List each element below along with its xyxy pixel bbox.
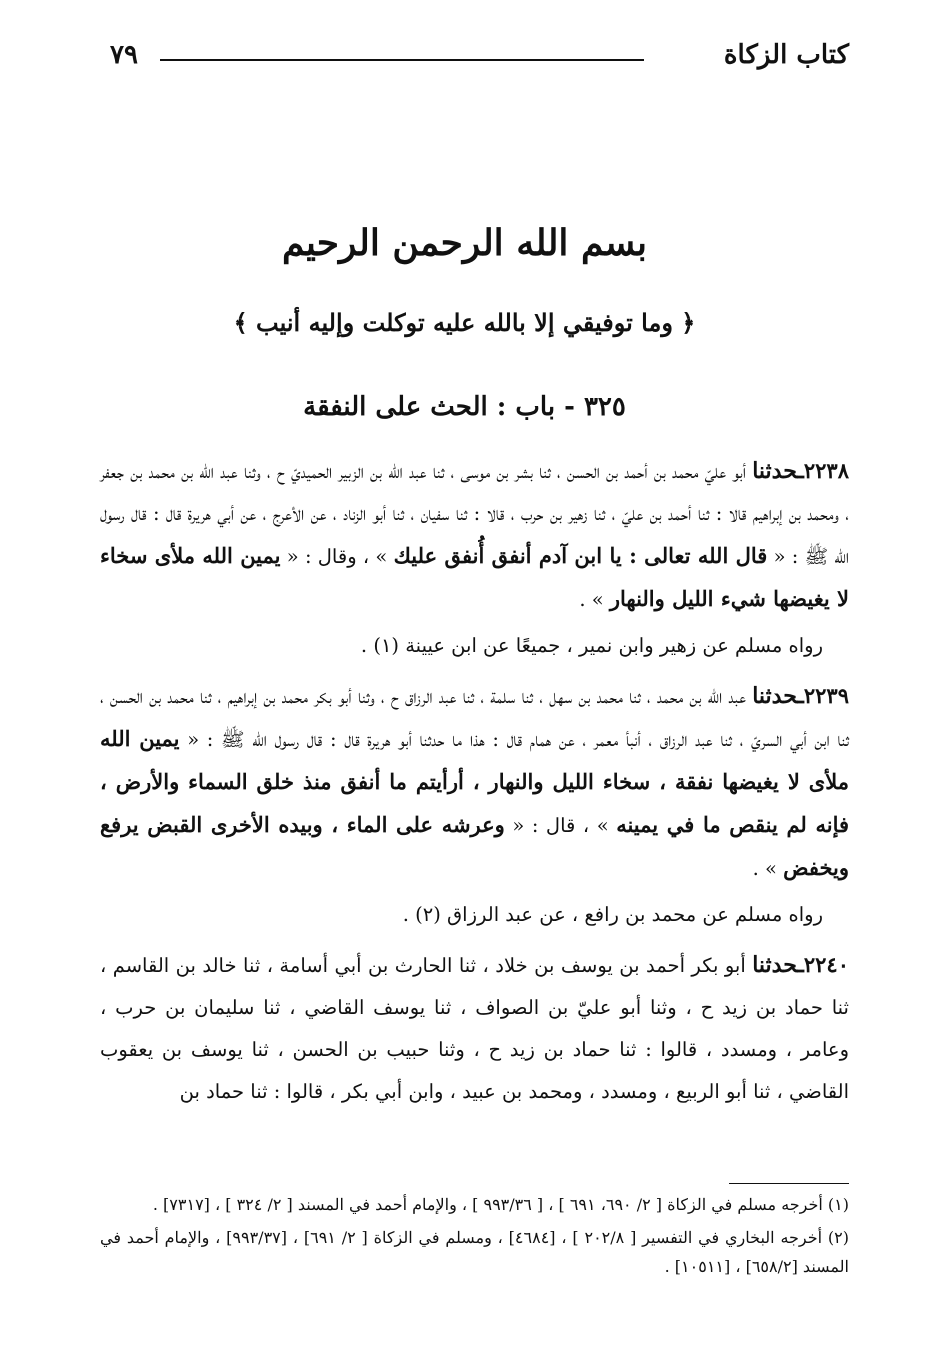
hadith-chain: أبو بكر أحمد بن يوسف بن خلاد ، ثنا الحارث بن أبي أسامة ، ثنا خالد بن القاسم ، ثنا حماد بن زيد ح ، وثنا أبو عليّ بن الصواف ، ثنا يوسف القاضي ، ثنا سليمان بن حرب ، وعامر ، ومسدد ، قالوا : ثنا حماد بن زيد ح ، وثنا حبيب بن الحسن ، ثنا يوسف بن يعقوب القاضي ، ثنا أبو الربيع ، ومسدد ، ومحمد بن عبيد ، وابن أبي بكر ، قالوا : ثنا حماد بن [100, 954, 849, 1103]
footnotes [100, 1183, 849, 1285]
hadith-2239: ٢٢٣٩ـحدثنا عبد الله بن محمد ، ثنا محمد بن سهل ، ثنا سلمة ، ثنا عبد الرزاق ح ، وثنا أبو بكر محمد بن إبراهيم ، ثنا محمد بن الحسن ، ثنا ابن أبي السريّ ، ثنا عبد الرزاق ، أنبأ معمر ، عن همام قال : هذا ما حدثنا أبو هريرة قال : قال رسول الله ﷺ : « يمين الله ملأى لا يغيضها نفقة ، سخاء الليل والنهار ، أرأيتم ما أنفق منذ خلق السماء والأرض ، فإنه لم ينقص ما في يمينه » ، قال : « وعرشه على الماء ، وبيده الأخرى القبض يرفع ويخفض » . [100, 683, 850, 880]
running-header [110, 40, 849, 80]
hadith-keyword: حدثنا [752, 458, 798, 484]
hadith-end: » . [752, 857, 784, 880]
page-number: ٧٩ [110, 40, 138, 70]
chapter-heading: ٣٢٥ - باب : الحث على النفقة [303, 392, 626, 422]
narration-note: رواه مسلم عن زهير وابن نمير ، جميعًا عن ابن عيينة (١) . [360, 634, 823, 657]
hadith-quote: وعرشه على الماء ، وبيده الأخرى القبض يرفع ويخفض [100, 812, 849, 880]
narration-note: رواه مسلم عن محمد بن رافع ، عن عبد الرزاق (٢) . [402, 903, 823, 926]
hadith-keyword: حدثنا [752, 952, 798, 978]
verse-line: ﴿ وما توفيقي إلا بالله عليه توكلت وإليه أنيب ﴾ [233, 308, 696, 337]
hadith-number: ٢٢٣٩ [803, 683, 849, 708]
hadith-quote: قال الله تعالى : يا ابن آدم أنفق أُنفق عليك [393, 543, 768, 568]
hadith-2240: ٢٢٤٠ـحدثنا أبو بكر أحمد بن يوسف بن خلاد ، ثنا الحارث بن أبي أسامة ، ثنا خالد بن القاسم ، ثنا حماد بن زيد ح ، وثنا أبو عليّ بن الصواف ، ثنا يوسف القاضي ، ثنا سليمان بن حرب ، وعامر ، ومسدد ، قالوا : ثنا حماد بن زيد ح ، وثنا حبيب بن الحسن ، ثنا يوسف بن يعقوب القاضي ، ثنا أبو الربيع ، ومسدد ، ومحمد بن عبيد ، وابن أبي بكر ، قالوا : ثنا حماد بن [100, 952, 849, 1103]
header-title: كتاب الزكاة [723, 40, 849, 70]
hadith-2238: ٢٢٣٨ـحدثنا أبو عليّ محمد بن أحمد بن الحسن ، ثنا بشر بن موسى ، ثنا عبد الله بن الزبير الحميديّ ح ، وثنا عبد الله بن محمد بن جعفر ، ومحمد بن إبراهيم قالا : ثنا أحمد بن عليّ ، ثنا زهير بن حرب ، قالا : ثنا سفيان ، ثنا أبو الزناد ، عن الأعرج ، عن أبي هريرة قال : قال رسول الله ﷺ : « قال الله تعالى : يا ابن آدم أنفق أُنفق عليك » ، وقال : « يمين الله ملأى سخاء لا يغيضها شيء الليل والنهار » . [100, 458, 849, 611]
hadith-quote: يمين الله ملأى لا يغيضها نفقة ، سخاء الليل والنهار ، أرأيتم ما أنفق منذ خلق السماء والأرض ، فإنه لم ينقص ما في يمينه [100, 726, 850, 837]
hadith-body [100, 450, 849, 1113]
hadith-chain: أبو عليّ محمد بن أحمد بن الحسن ، ثنا بشر بن موسى ، ثنا عبد الله بن الزبير الحميديّ ح ، وثنا عبد الله بن محمد بن جعفر ، ومحمد بن إبراهيم قالا : ثنا أحمد بن عليّ ، ثنا زهير بن حرب ، قالا : ثنا سفيان ، ثنا أبو الزناد ، عن الأعرج ، عن أبي هريرة قال : قال رسول الله ﷺ : « [100, 460, 849, 568]
hadith-connector: » ، قال : « [504, 814, 617, 837]
hadith-keyword: حدثنا [752, 683, 798, 709]
hadith-quote: يمين الله ملأى سخاء لا يغيضها شيء الليل والنهار [100, 543, 849, 611]
basmala-heading: بسم الله الرحمن الرحيم [281, 222, 648, 264]
footnote-separator [729, 1183, 849, 1184]
footnote-1: (١) أخرجه مسلم في الزكاة [ ٢/ ٦٩٠، ٦٩١ ] ، [ ٩٩٣/٣٦ ] ، والإمام أحمد في المسند [ ٢/ ٣٢٤ ] ، [٧٣١٧] . [152, 1195, 849, 1214]
hadith-end: » . [579, 588, 610, 611]
hadith-number: ٢٢٣٨ [803, 458, 849, 483]
header-rule [160, 59, 644, 61]
hadith-chain: عبد الله بن محمد ، ثنا محمد بن سهل ، ثنا سلمة ، ثنا عبد الرزاق ح ، وثنا أبو بكر محمد بن إبراهيم ، ثنا محمد بن الحسن ، ثنا ابن أبي السريّ ، ثنا عبد الرزاق ، أنبأ معمر ، عن همام قال : هذا ما حدثنا أبو هريرة قال : قال رسول الله ﷺ : « [100, 685, 849, 751]
footnote-2: (٢) أخرجه البخاري في التفسير [ ٢٠٢/٨ ] ، [٤٦٨٤] ، ومسلم في الزكاة [ ٢/ ٦٩١] ، [٩٩٣/٣٧] ، والإمام أحمد في المسند [٦٥٨/٢] ، [١٠٥١١] . [100, 1228, 849, 1276]
hadith-connector: » ، وقال : « [280, 545, 394, 568]
hadith-number: ٢٢٤٠ [803, 952, 849, 977]
